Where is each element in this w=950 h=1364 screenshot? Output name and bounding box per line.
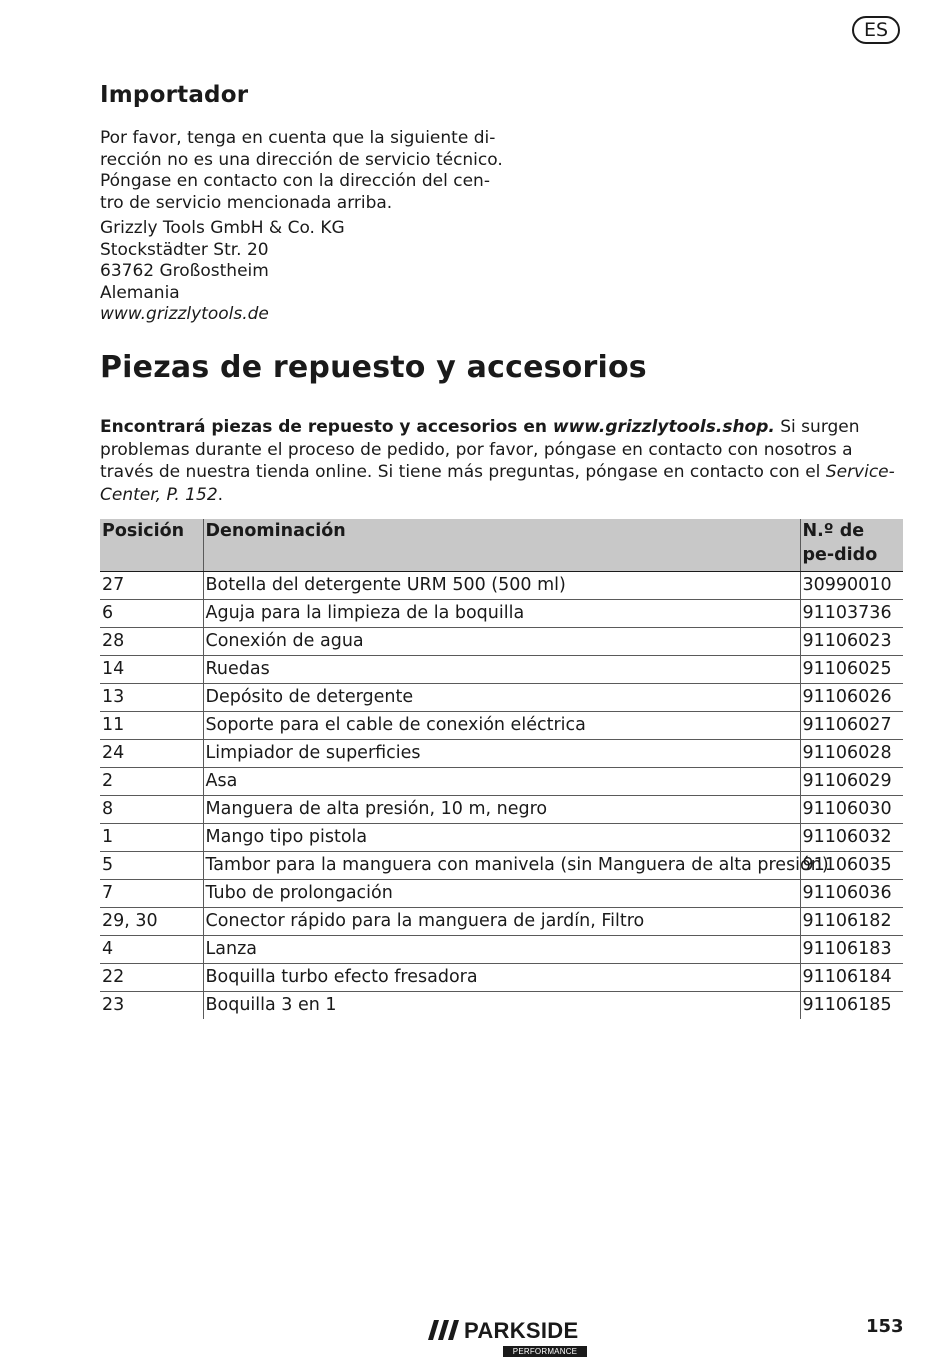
importer-note-line: rección no es una dirección de servicio técnico. — [100, 149, 503, 170]
table-row — [100, 852, 903, 880]
cell-order-number: 91106026 — [800, 684, 903, 712]
city: 63762 Großostheim — [100, 261, 269, 281]
cell-denomination: Tambor para la manguera con manivela (sin Manguera de alta presión) — [203, 852, 800, 880]
cell-denomination: Conexión de agua — [203, 628, 800, 656]
cell-order-number: 91106025 — [800, 656, 903, 684]
cell-order-number: 91106029 — [800, 768, 903, 796]
cell-denomination: Manguera de alta presión, 10 m, negro — [203, 796, 800, 824]
importer-note-line: Por favor, tenga en cuenta que la siguiente di- — [100, 128, 496, 148]
cell-denomination: Lanza — [203, 936, 800, 964]
importer-note-line: Póngase en contacto con la dirección del cen- — [100, 171, 490, 191]
cell-denomination: Depósito de detergente — [203, 684, 800, 712]
header-denomination: Denominación — [203, 519, 800, 572]
cell-order-number: 91106035 — [800, 852, 903, 880]
cell-denomination: Boquilla turbo efecto fresadora — [203, 964, 800, 992]
page-number: 153 — [866, 1316, 904, 1337]
table-row — [100, 796, 903, 824]
brand-subline: PERFORMANCE — [503, 1346, 587, 1357]
intro-end: . — [217, 484, 224, 505]
cell-position: 22 — [100, 964, 203, 992]
table-row — [100, 992, 903, 1020]
parts-table — [100, 519, 903, 1019]
cell-denomination: Limpiador de superficies — [203, 740, 800, 768]
cell-order-number: 91106028 — [800, 740, 903, 768]
table-row — [100, 628, 903, 656]
table-row — [100, 880, 903, 908]
table-row — [100, 740, 903, 768]
table-row — [100, 936, 903, 964]
table-row — [100, 964, 903, 992]
cell-position: 11 — [100, 712, 203, 740]
cell-order-number: 91106182 — [800, 908, 903, 936]
cell-position: 2 — [100, 768, 203, 796]
table-row — [100, 712, 903, 740]
table-row — [100, 768, 903, 796]
cell-order-number: 91106185 — [800, 992, 903, 1020]
language-badge: ES — [852, 16, 900, 44]
cell-order-number: 91106184 — [800, 964, 903, 992]
cell-denomination: Mango tipo pistola — [203, 824, 800, 852]
cell-denomination: Ruedas — [203, 656, 800, 684]
cell-denomination: Asa — [203, 768, 800, 796]
table-row — [100, 656, 903, 684]
cell-position: 5 — [100, 852, 203, 880]
cell-denomination: Tubo de prolongación — [203, 880, 800, 908]
cell-denomination: Botella del detergente URM 500 (500 ml) — [203, 572, 800, 600]
cell-position: 8 — [100, 796, 203, 824]
cell-position: 4 — [100, 936, 203, 964]
table-header-row — [100, 519, 903, 572]
cell-denomination: Aguja para la limpieza de la boquilla — [203, 600, 800, 628]
table-row — [100, 908, 903, 936]
cell-position: 23 — [102, 995, 125, 1015]
shop-link[interactable]: www.grizzlytools.shop. — [552, 417, 775, 437]
table-row — [100, 572, 903, 600]
cell-position: 24 — [100, 740, 203, 768]
importer-website-link[interactable]: www.grizzlytools.de — [100, 304, 269, 324]
table-row — [100, 824, 903, 852]
brand-name: PARKSIDE — [464, 1318, 579, 1343]
country: Alemania — [100, 282, 180, 303]
table-row — [100, 684, 903, 712]
logo-slashes-icon — [428, 1320, 462, 1342]
importer-note — [100, 128, 503, 214]
cell-position: 1 — [100, 824, 203, 852]
cell-order-number: 91106036 — [800, 880, 903, 908]
company-name: Grizzly Tools GmbH & Co. KG — [100, 218, 345, 238]
street: Stockstädter Str. 20 — [100, 239, 269, 260]
cell-position: 29, 30 — [100, 908, 203, 936]
cell-denomination: Conector rápido para la manguera de jardín, Filtro — [203, 908, 800, 936]
cell-order-number: 91103736 — [800, 600, 903, 628]
cell-position: 13 — [100, 684, 203, 712]
cell-order-number: 91106027 — [800, 712, 903, 740]
header-order-number: N.º de pe-dido — [800, 519, 903, 572]
importer-address — [100, 218, 345, 326]
intro-text: Si surgen problemas durante el proceso de pedido, por favor, póngase en contacto con nosotros a través de nuestra tienda online. Si tiene más preguntas, póngase en contacto con el — [100, 417, 860, 482]
table-row — [100, 600, 903, 628]
spares-intro — [100, 416, 900, 506]
cell-order-number: 91106183 — [800, 936, 903, 964]
cell-order-number: 30990010 — [800, 572, 903, 600]
cell-denomination: Boquilla 3 en 1 — [203, 992, 800, 1020]
importer-note-line: tro de servicio mencionada arriba. — [100, 192, 393, 213]
spares-heading: Piezas de repuesto y accesorios — [100, 350, 647, 385]
parts-table-body — [100, 572, 903, 1020]
cell-position: 27 — [100, 572, 203, 600]
cell-order-number: 91106032 — [800, 824, 903, 852]
header-position: Posición — [100, 519, 203, 572]
cell-position: 28 — [100, 628, 203, 656]
importer-heading: Importador — [100, 82, 249, 108]
service-center-ref[interactable]: Service-Center, P. 152 — [100, 462, 895, 505]
cell-position: 14 — [100, 656, 203, 684]
parkside-logo — [428, 1318, 590, 1360]
intro-bold: Encontrará piezas de repuesto y accesorios en — [100, 417, 553, 437]
cell-position: 7 — [100, 880, 203, 908]
cell-order-number: 91106030 — [800, 796, 903, 824]
cell-order-number: 91106023 — [800, 628, 903, 656]
cell-position: 6 — [100, 600, 203, 628]
cell-denomination: Soporte para el cable de conexión eléctrica — [203, 712, 800, 740]
